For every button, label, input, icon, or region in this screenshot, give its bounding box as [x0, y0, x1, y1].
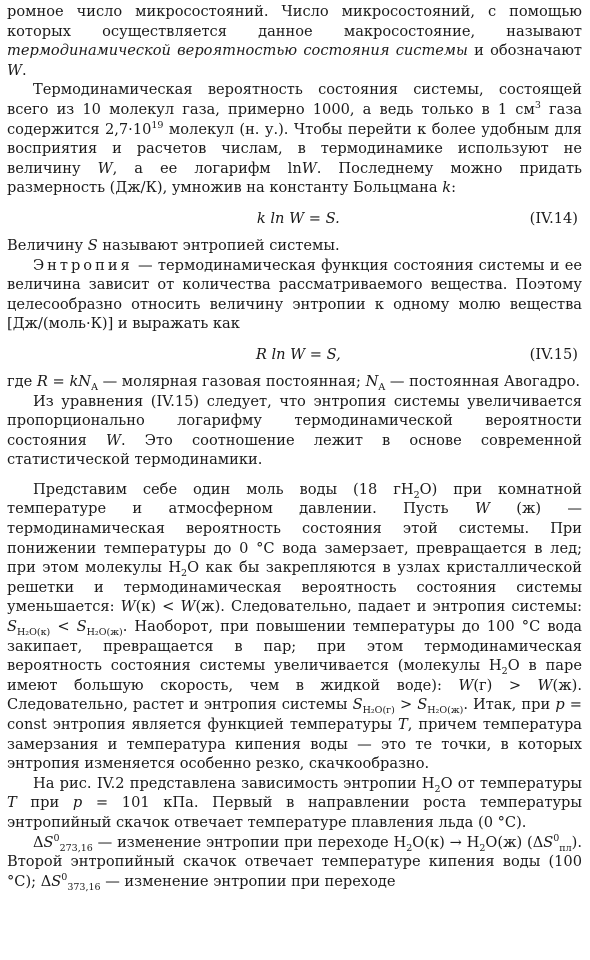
- text: О от температуры: [440, 774, 582, 792]
- symbol-S: S: [43, 833, 54, 851]
- text: О(к) → Н: [412, 833, 480, 851]
- paragraph-thermo-probability: [7, 80, 582, 198]
- paragraph-entropy-definition: [7, 256, 582, 334]
- text: газа содержится 2,7·10: [7, 100, 582, 138]
- text: называют энтропией системы.: [97, 236, 340, 254]
- symbol-S: S: [87, 236, 98, 254]
- symbol-T: T: [397, 716, 408, 733]
- subscript: 2: [434, 783, 441, 795]
- subscript: 2: [413, 489, 420, 501]
- symbol-W: W: [120, 598, 136, 616]
- symbol-R: R: [36, 372, 48, 390]
- text: и обозначают: [467, 42, 582, 60]
- paragraph-entropy-name: [7, 236, 582, 256]
- subscript: 2: [406, 842, 413, 854]
- text: молекул (н. у.). Чтобы перейти к более удобным для восприятия и расчетов числам, в термодинамике используют не величину: [7, 120, 582, 177]
- symbol-N: N: [365, 372, 379, 390]
- paragraph-definition: [7, 2, 582, 80]
- text: — изменение энтропии при переходе Н: [92, 833, 407, 851]
- symbol-S: S: [7, 618, 17, 636]
- text: О) при комнатной температуре и атмосферном давлении. Пусть: [7, 480, 583, 518]
- text: , причем температура замерзания и температура кипения воды — это те точки, в которых энтропия изменяется особенно резко, скачкообразно.: [7, 716, 582, 773]
- equation-number: (IV.15): [529, 345, 578, 363]
- paragraph-where: [7, 372, 582, 392]
- text: О(ж) (Δ: [485, 833, 544, 851]
- text: (к) <: [135, 598, 181, 616]
- text: — термодинамическая функция состояния системы и ее величина зависит от количества рассматриваемого вещества. Поэтому целесообразно относить величину энтропии к одному молю вещества [Дж/(моль·К)] и выражать как: [7, 256, 582, 333]
- text: Из уравнения (IV.15) следует, что энтропия системы увеличивается пропорционально логарифму термодинамической вероятности состояния: [7, 392, 582, 449]
- text: <: [50, 618, 77, 636]
- symbol-W: W: [458, 676, 474, 694]
- equation-formula: R ln W = S,: [255, 345, 341, 363]
- text: (ж). Следовательно, падает и энтропия системы:: [195, 598, 583, 616]
- text: ). Второй энтропийный скачок отвечает температуре кипения воды (100 °С); Δ: [7, 833, 582, 890]
- paragraph-equation-consequence: [7, 392, 582, 470]
- subscript: A: [91, 381, 98, 393]
- subscript: 2: [479, 842, 486, 854]
- text: :: [451, 179, 456, 197]
- text: — молярная газовая постоянная;: [97, 372, 366, 390]
- text: .: [22, 61, 27, 79]
- text: = 101 кПа. Первый в направлении роста температуры энтропийный скачок отвечает температуре плавления льда (0 °С).: [7, 794, 582, 831]
- superscript: 3: [534, 100, 541, 112]
- subscript: H₂O(к): [17, 626, 51, 638]
- text: Величину: [7, 236, 88, 254]
- symbol-S: S: [543, 833, 554, 851]
- spaced-term: Энтропия: [33, 256, 133, 274]
- text: (ж) — термодинамическая вероятность состояния этой системы. При понижении температуры до 0 °С вода замерзает, превращается в лед; при этом молекулы Н: [7, 500, 583, 577]
- text: — постоянная Авогадро.: [385, 372, 581, 390]
- symbol-S: S: [417, 696, 428, 714]
- equation-number: (IV.14): [529, 209, 578, 227]
- text: (ж). Следовательно, растет и энтропия системы: [7, 676, 582, 714]
- symbol-k: k: [442, 179, 452, 197]
- subscript: 2: [181, 568, 188, 580]
- text: где: [7, 372, 37, 390]
- symbol-S: S: [76, 618, 87, 636]
- subscript: 373,16: [67, 881, 101, 893]
- symbol-T: T: [7, 794, 17, 812]
- text: (г) >: [473, 676, 538, 694]
- text: =: [47, 372, 70, 390]
- equation-iv14: [7, 204, 582, 234]
- equation-formula: k ln W = S.: [256, 209, 340, 227]
- superscript: 0: [553, 832, 560, 844]
- symbol-W: W: [106, 431, 122, 449]
- paragraph-water-example: [7, 480, 582, 774]
- paragraph-entropy-jumps: [7, 833, 582, 892]
- defined-term: термодинамической вероятностью состояния системы: [7, 42, 468, 60]
- superscript: 0: [53, 832, 60, 844]
- symbol-S: S: [51, 872, 62, 890]
- symbol-S: S: [352, 696, 363, 714]
- text: = const энтропия является функцией температуры: [7, 696, 582, 733]
- subscript: пл: [559, 842, 572, 854]
- subscript: 2: [501, 666, 508, 678]
- text: — изменение энтропии при переходе: [100, 872, 396, 890]
- equation-iv15: [7, 340, 582, 370]
- symbol-p: p: [72, 794, 83, 812]
- paragraph-figure-reference: [7, 774, 582, 833]
- text: Δ: [33, 833, 44, 851]
- symbol-p: p: [555, 696, 565, 714]
- superscript: 0: [61, 871, 68, 883]
- subscript: H₂O(г): [362, 705, 395, 717]
- text: Представим себе один моль воды (18 гН: [33, 480, 414, 498]
- text: Термодинамическая вероятность состояния системы, состоящей всего из 10 молекул газа, примерно 1000, а ведь только в 1 см: [7, 81, 582, 118]
- symbol-W: W: [474, 500, 490, 518]
- symbol-W: W: [180, 598, 196, 616]
- superscript: 19: [151, 119, 164, 131]
- symbol-W: W: [537, 676, 553, 694]
- text: . Последнему можно придать размерность (Дж/К), умножив на константу Больцмана: [7, 159, 582, 197]
- text: ромное число микросостояний. Число микросостояний, с помощью которых осуществляется данное макросостояние, называют: [7, 3, 582, 40]
- text: . Итак, при: [463, 696, 556, 714]
- subscript: H₂O(ж): [427, 705, 464, 717]
- subscript: 273,16: [59, 842, 93, 854]
- symbol-W: W: [7, 61, 22, 79]
- subscript: H₂O(ж): [86, 626, 123, 638]
- text: На рис. IV.2 представлена зависимость энтропии Н: [33, 774, 435, 792]
- text: . Наоборот, при повышении температуры до 100 °С вода закипает, превращается в пар; при этом термодинамическая вероятность состояния системы увеличивается (молекулы Н: [7, 618, 583, 675]
- symbol-W: W: [97, 159, 113, 177]
- symbol-k: k: [69, 372, 79, 390]
- text: при: [16, 794, 73, 812]
- symbol-W: W: [301, 159, 317, 177]
- symbol-N: N: [78, 372, 92, 390]
- text: О как бы закрепляются в узлах кристаллической решетки и термодинамическая вероятность состояния системы уменьшается:: [7, 559, 582, 616]
- text: . Это соотношение лежит в основе современной статистической термодинамики.: [7, 431, 582, 469]
- text: >: [394, 696, 418, 714]
- text: О в паре имеют большую скорость, чем в жидкой воде):: [7, 657, 582, 694]
- text: , а ее логарифм ln: [112, 159, 302, 177]
- subscript: A: [378, 381, 386, 393]
